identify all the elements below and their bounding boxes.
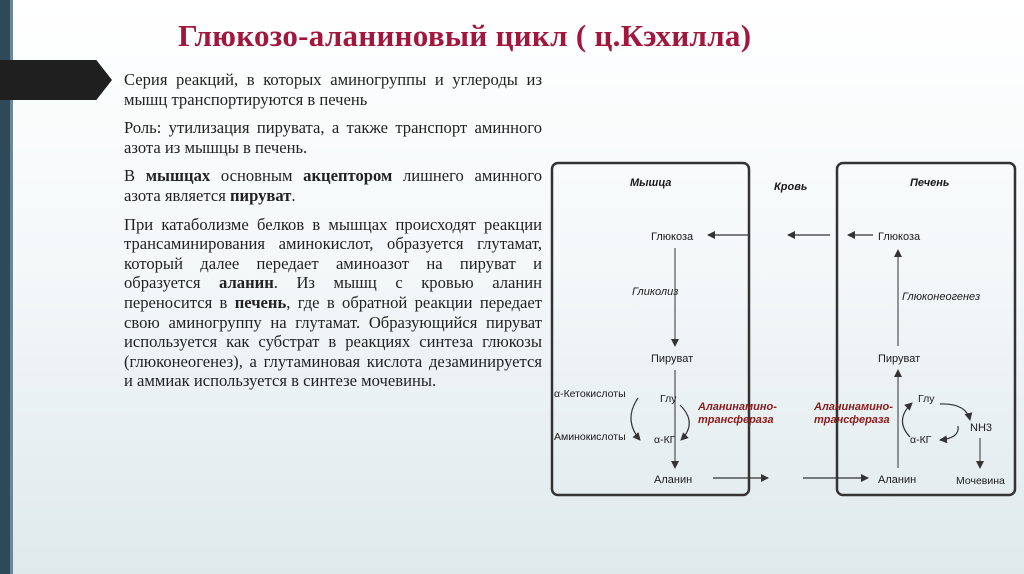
glucose-alanine-cycle-diagram [548, 158, 1020, 503]
liver-gluconeogenesis: Глюконеогенез [902, 291, 981, 303]
muscle-title: Мышца [630, 177, 672, 189]
muscle-amino-acids: Аминокислоты [554, 431, 626, 443]
paragraph-acceptor [124, 166, 542, 205]
muscle-glycolysis: Гликолиз [632, 286, 679, 298]
muscle-transamination-curve [631, 398, 640, 440]
text-segment: , где в обратной реакции передает свою аминогруппу на глутамат. Образующийся пируват используется как субстрат в реакциях синтеза глюкозы (глюконеогенез), а глутаминовая кислота дезаминируется и аммиак используется в синтезе мочевины. [124, 292, 542, 391]
liver-akg-glu-curve [902, 403, 912, 437]
liver-akg: α-КГ [910, 434, 932, 446]
liver-title: Печень [910, 177, 950, 189]
blood-title: Кровь [774, 181, 808, 193]
liver-enzyme-line2: трансфераза [814, 414, 890, 426]
liver-alanine: Аланин [878, 474, 917, 486]
slide-title: Глюкозо-аланиновый цикл ( ц.Кэхилла) [178, 18, 752, 53]
paragraph-definition: Серия реакций, в которых аминогруппы и углероды из мышц транспортируются в печень [124, 70, 542, 109]
muscle-glucose: Глюкоза [651, 231, 694, 243]
muscle-glu: Глу [660, 393, 677, 405]
muscle-glu-akg-curve [680, 405, 689, 440]
text-segment: основным [210, 166, 304, 186]
liver-glucose: Глюкоза [878, 231, 921, 243]
liver-deamination-curve [940, 404, 970, 420]
muscle-pyruvate: Пируват [651, 353, 694, 365]
slide-tab-marker [0, 60, 112, 100]
liver-urea: Мочевина [956, 475, 1005, 487]
paragraph-role: Роль: утилизация пирувата, а также транспорт аминного азота из мышцы в печень. [124, 118, 542, 157]
diagram-svg [548, 158, 1020, 503]
muscle-box [552, 163, 749, 495]
text-segment: В [124, 166, 146, 186]
liver-pyruvate: Пируват [878, 353, 921, 365]
liver-deamination-return [940, 426, 958, 440]
bold-term: мышцах [145, 166, 211, 186]
liver-glu: Глу [918, 393, 935, 405]
body-text [124, 70, 542, 400]
text-segment: При катаболизме белков в мышцах происходят реакции трансаминирования аминокислот, образуется глутамат, который далее передает аминоазот на пируват и образуется [124, 214, 542, 293]
muscle-enzyme-line1: Аланинамино- [698, 401, 777, 413]
liver-nh3: NH3 [970, 422, 993, 434]
paragraph-mechanism [124, 215, 542, 391]
bold-term: аланин [219, 273, 274, 293]
muscle-enzyme-line2: трансфераза [698, 414, 774, 426]
muscle-alanine: Аланин [654, 474, 693, 486]
bold-term: акцептором [303, 166, 393, 186]
muscle-akg: α-КГ [654, 434, 676, 446]
text-segment: . Из мышц с кровью аланин переносится в [124, 273, 542, 312]
bold-term: печень [234, 292, 287, 312]
muscle-alpha-ketoacids: α-Кетокислоты [554, 388, 626, 400]
text-segment: лишнего аминного азота является [124, 166, 542, 205]
bold-term: пируват [230, 185, 292, 205]
text-segment: . [291, 185, 296, 205]
liver-enzyme-line1: Аланинамино- [814, 401, 893, 413]
